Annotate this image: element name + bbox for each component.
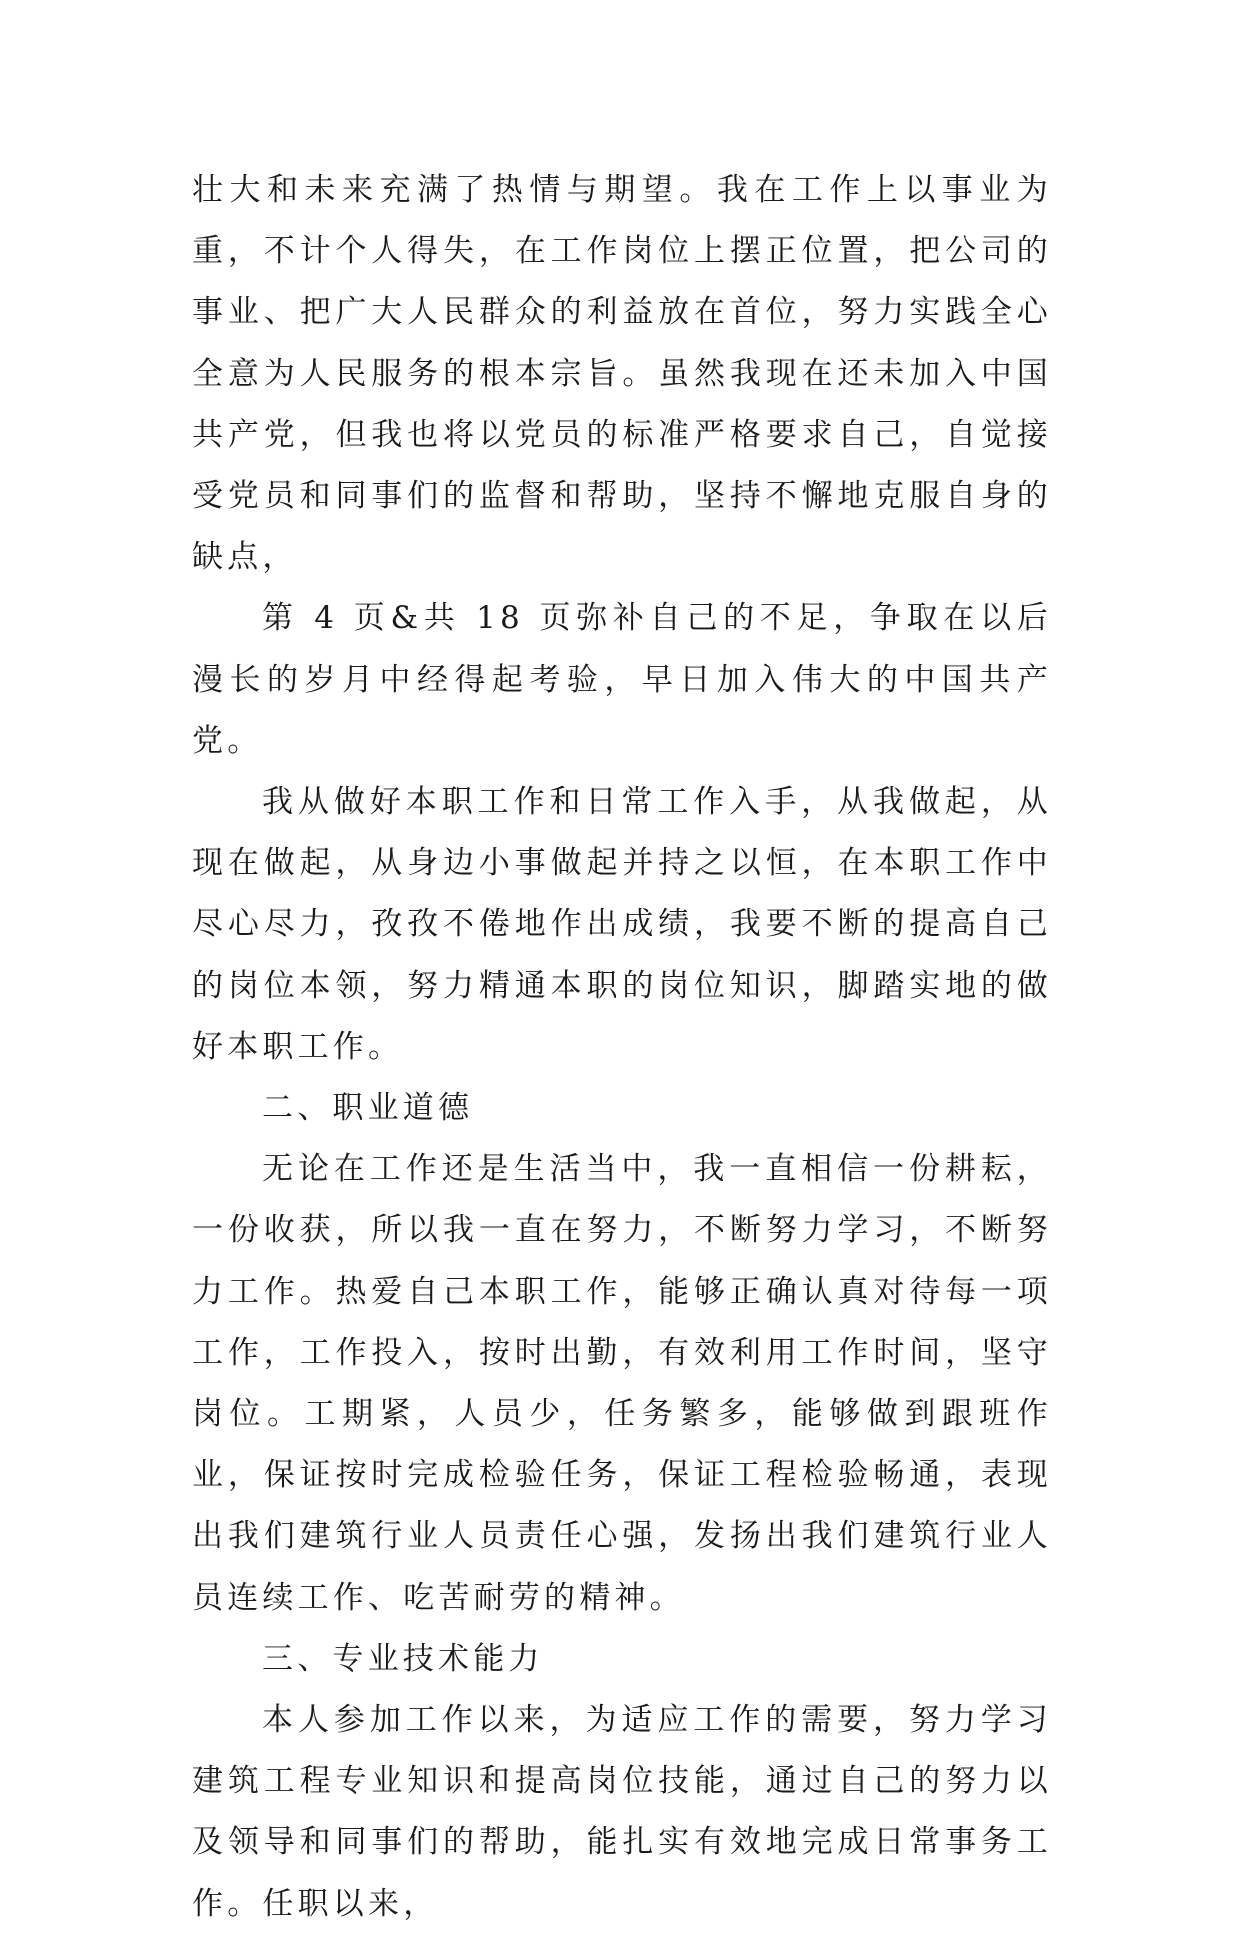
section-heading-technical-ability: 三、专业技术能力 bbox=[262, 1640, 544, 1677]
paragraph-page-marker: 第 4 页&共 18 页弥补自己的不足，争取在以后漫长的岁月中经得起考验，早日加入伟大的中国共产党。 bbox=[192, 600, 1052, 759]
section-heading-professional-ethics: 二、职业道德 bbox=[262, 1090, 474, 1127]
document-body bbox=[192, 160, 1052, 1935]
paragraph-technical-ability: 本人参加工作以来，为适应工作的需要，努力学习建筑工程专业知识和提高岗位技能，通过自己的努力以及领导和同事们的帮助，能扎实有效地完成日常事务工作。任职以来， bbox=[192, 1702, 1052, 1922]
paragraph-work-attitude: 我从做好本职工作和日常工作入手，从我做起，从现在做起，从身边小事做起并持之以恒，在本职工作中尽心尽力，孜孜不倦地作出成绩，我要不断的提高自己的岗位本领，努力精通本职的岗位知识，脚踏实地的做好本职工作。 bbox=[192, 784, 1052, 1065]
paragraph-ethics: 无论在工作还是生活当中，我一直相信一份耕耘，一份收获，所以我一直在努力，不断努力学习，不断努力工作。热爱自己本职工作，能够正确认真对待每一项工作，工作投入，按时出勤，有效利用工作时间，坚守岗位。工期紧，人员少，任务繁多，能够做到跟班作业，保证按时完成检验任务，保证工程检验畅通，表现出我们建筑行业人员责任心强，发扬出我们建筑行业人员连续工作、吃苦耐劳的精神。 bbox=[192, 1151, 1052, 1616]
paragraph-continued: 壮大和未来充满了热情与期望。我在工作上以事业为重，不计个人得失，在工作岗位上摆正位置，把公司的事业、把广大人民群众的利益放在首位，努力实践全心全意为人民服务的根本宗旨。虽然我现在还未加入中国共产党，但我也将以党员的标准严格要求自己，自觉接受党员和同事们的监督和帮助，坚持不懈地克服自身的缺点， bbox=[192, 172, 1052, 576]
